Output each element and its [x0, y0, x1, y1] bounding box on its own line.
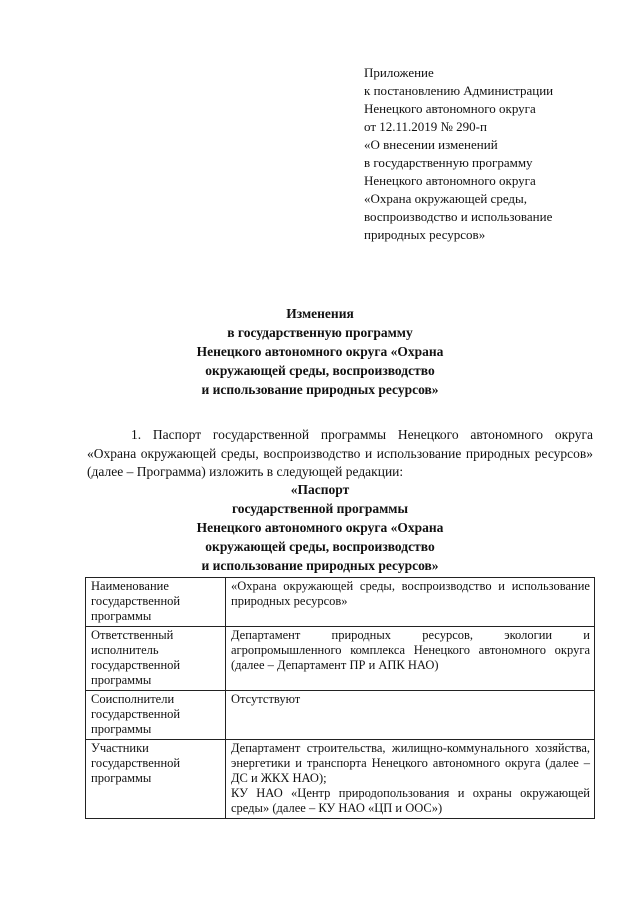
body-paragraph [87, 426, 593, 482]
row-value-cell [226, 740, 595, 819]
table-row [86, 740, 595, 819]
row-value-text: «Охрана окружающей среды, воспроизводство и использование природных ресурсов» [231, 579, 590, 608]
title-line: и использование природных ресурсов» [201, 382, 439, 397]
row-value-cell [226, 627, 595, 691]
row-name-cell: Наименование государственной программы [86, 578, 226, 627]
appendix-line: «О внесении изменений [364, 137, 498, 152]
title-line: в государственную программу [227, 325, 413, 340]
passport-title-line: окружающей среды, воспроизводство [205, 539, 435, 554]
row-name-cell: Участники государственной программы [86, 740, 226, 819]
appendix-line: от 12.11.2019 № 290-п [364, 119, 487, 134]
appendix-line: воспроизводство и использование [364, 209, 553, 224]
appendix-line: Ненецкого автономного округа [364, 173, 536, 188]
passport-title-line: государственной программы [231, 501, 409, 516]
row-value-cell [226, 691, 595, 740]
row-name-cell: Соисполнители государственной программы [86, 691, 226, 740]
table-row [86, 691, 595, 740]
row-value-text: Департамент природных ресурсов, экологии и агропромышленного комплекса Ненецкого автономного округа (далее – Департамент ПР и АПК НАО) [231, 628, 590, 672]
paragraph-text: 1. Паспорт государственной программы Ненецкого автономного округа «Охрана окружающей среды, воспроизводство и использование природных ресурсов» (далее – Программа) изложить в следующей редакции: [87, 427, 593, 479]
title-line: Ненецкого автономного округа «Охрана [196, 344, 444, 359]
table-row [86, 627, 595, 691]
passport-title [0, 480, 640, 575]
passport-table [85, 577, 595, 819]
title-line: окружающей среды, воспроизводство [205, 363, 435, 378]
title-line: Изменения [286, 306, 354, 321]
row-value-cell [226, 578, 595, 627]
passport-title-line: Ненецкого автономного округа «Охрана [196, 520, 444, 535]
appendix-line: Приложение [364, 65, 434, 80]
appendix-line: к постановлению Администрации [364, 83, 554, 98]
appendix-block [364, 64, 634, 244]
row-value-text: Отсутствуют [231, 692, 301, 706]
document-title [0, 304, 640, 399]
passport-title-line: «Паспорт [290, 482, 350, 497]
row-value-text: КУ НАО «Центр природопользования и охраны окружающей среды» (далее – КУ НАО «ЦП и ООС») [231, 786, 590, 815]
row-value-text: Департамент строительства, жилищно-коммунального хозяйства, энергетики и транспорта Ненецкого автономного округа (далее – ДС и ЖКХ НАО); [231, 741, 590, 785]
table-row [86, 578, 595, 627]
appendix-line: Ненецкого автономного округа [364, 101, 536, 116]
passport-title-line: и использование природных ресурсов» [201, 558, 439, 573]
row-name-cell: Ответственный исполнитель государственной программы [86, 627, 226, 691]
appendix-line: «Охрана окружающей среды, [364, 191, 528, 206]
appendix-line: природных ресурсов» [364, 227, 486, 242]
appendix-line: в государственную программу [364, 155, 533, 170]
